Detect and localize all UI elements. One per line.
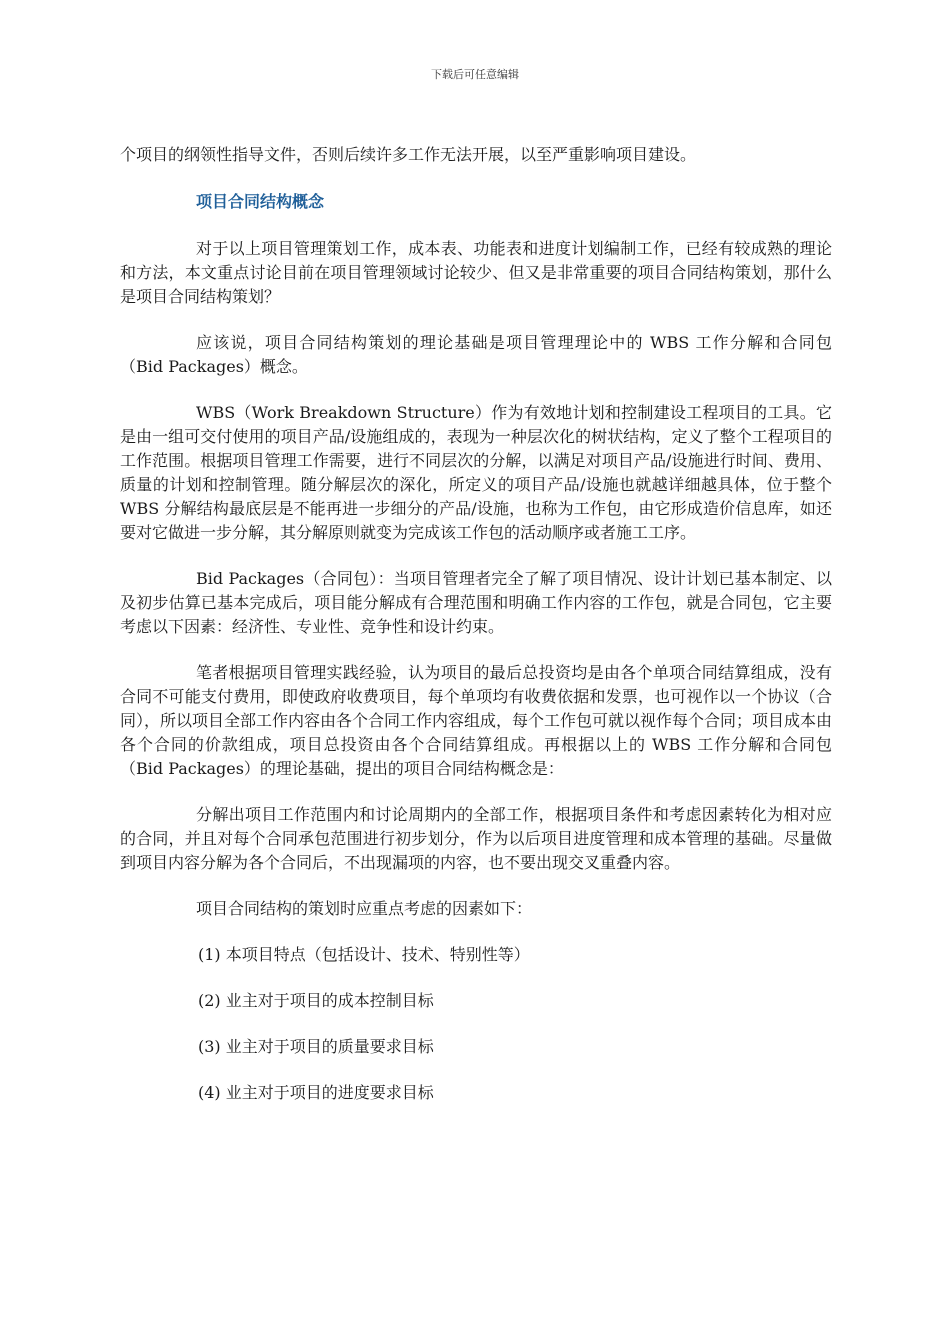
list-item: (2) 业主对于项目的成本控制目标 — [198, 991, 434, 1010]
paragraph: 个项目的纲领性指导文件，否则后续许多工作无法开展，以至严重影响项目建设。 — [120, 145, 697, 164]
page-header: 下载后可任意编辑 — [431, 68, 519, 81]
list-item: (1) 本项目特点（包括设计、技术、特别性等） — [198, 945, 530, 964]
paragraph: 应该说，项目合同结构策划的理论基础是项目管理理论中的 WBS 工作分解和合同包（Bid Packages）概念。 — [120, 333, 832, 376]
paragraph: 对于以上项目管理策划工作，成本表、功能表和进度计划编制工作，已经有较成熟的理论和方法，本文重点讨论目前在项目管理领域讨论较少、但又是非常重要的项目合同结构策划，那什么是项目合同结构策划？ — [120, 239, 832, 306]
paragraph: Bid Packages（合同包）：当项目管理者完全了解了项目情况、设计计划已基本制定、以及初步估算已基本完成后，项目能分解成有合理范围和明确工作内容的工作包，就是合同包，它主要考虑以下因素：经济性、专业性、竞争性和设计约束。 — [120, 569, 832, 636]
section-heading: 项目合同结构概念 — [196, 192, 325, 211]
list-item: (4) 业主对于项目的进度要求目标 — [198, 1083, 434, 1102]
paragraph: WBS（Work Breakdown Structure）作为有效地计划和控制建设工程项目的工具。它是由一组可交付使用的项目产品/设施组成的，表现为一种层次化的树状结构，定义了整个工程项目的工作范围。根据项目管理工作需要，进行不同层次的分解，以满足对项目产品/设施进行时间、费用、质量的计划和控制管理。随分解层次的深化，所定义的项目产品/设施也就越详细越具体，位于整个 WBS 分解结构最底层是不能再进一步细分的产品/设施，也称为工作包，由它形成造价信息库，如还要对它做进一步分解，其分解原则就变为完成该工作包的活动顺序或者施工工序。 — [120, 403, 832, 542]
document-body — [120, 143, 832, 1105]
paragraph: 笔者根据项目管理实践经验，认为项目的最后总投资均是由各个单项合同结算组成，没有合同不可能支付费用，即使政府收费项目，每个单项均有收费依据和发票，也可视作以一个协议（合同），所以项目全部工作内容由各个合同工作内容组成，每个工作包可就以视作每个合同；项目成本由各个合同的价款组成，项目总投资由各个合同结算组成。再根据以上的 WBS 工作分解和合同包（Bid Packages）的理论基础，提出的项目合同结构概念是： — [120, 663, 833, 778]
paragraph: 分解出项目工作范围内和讨论周期内的全部工作，根据项目条件和考虑因素转化为相对应的合同，并且对每个合同承包范围进行初步划分，作为以后项目进度管理和成本管理的基础。尽量做到项目内容分解为各个合同后，不出现漏项的内容，也不要出现交叉重叠内容。 — [120, 805, 832, 872]
paragraph: 项目合同结构的策划时应重点考虑的因素如下： — [196, 899, 533, 918]
list-item: (3) 业主对于项目的质量要求目标 — [198, 1037, 434, 1056]
